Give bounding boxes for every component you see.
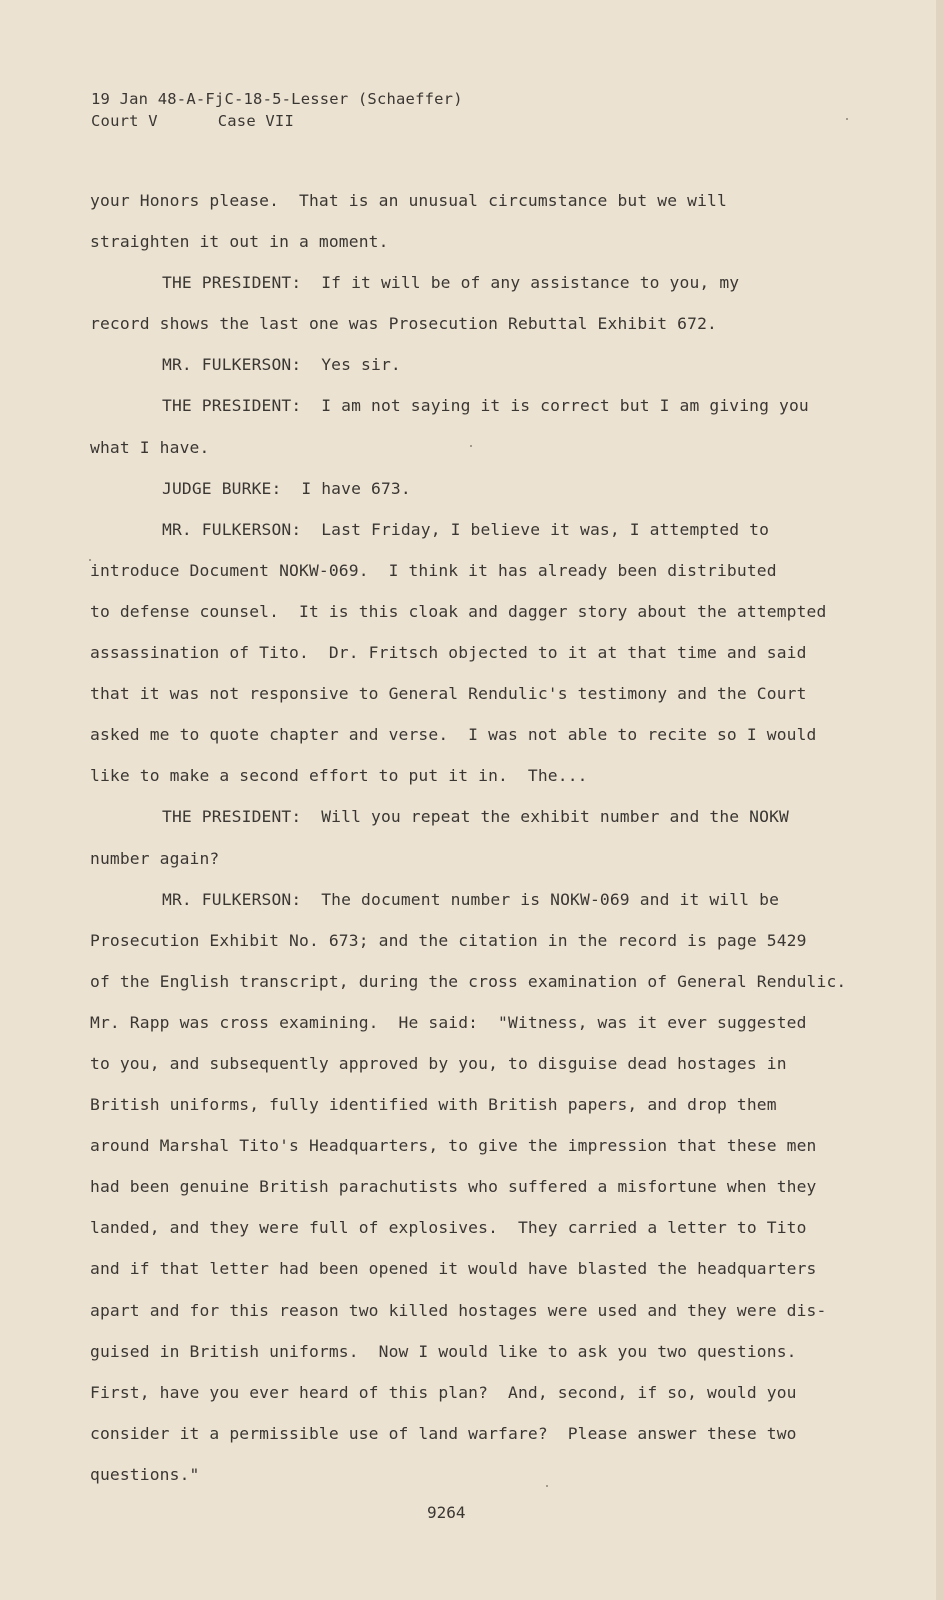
paper-speck	[846, 118, 848, 120]
transcript-line: questions."	[90, 1464, 200, 1484]
transcript-line: MR. FULKERSON: Yes sir.	[162, 355, 401, 375]
transcript-line: THE PRESIDENT: If it will be of any assistance to you, my	[162, 273, 740, 293]
transcript-line: record shows the last one was Prosecution Rebuttal Exhibit 672.	[90, 314, 717, 334]
transcript-line: and if that letter had been opened it would have blasted the headquarters	[90, 1259, 817, 1279]
header-court: Court V	[91, 112, 158, 130]
transcript-line: straighten it out in a moment.	[90, 232, 389, 252]
transcript-line: landed, and they were full of explosives. They carried a letter to Tito	[90, 1218, 807, 1238]
document-header	[91, 88, 463, 132]
transcript-line: that it was not responsive to General Rendulic's testimony and the Court	[90, 684, 807, 704]
transcript-line: Prosecution Exhibit No. 673; and the citation in the record is page 5429	[90, 930, 807, 950]
paper-speck	[89, 559, 91, 561]
transcript-line: THE PRESIDENT: Will you repeat the exhibit number and the NOKW	[162, 807, 789, 827]
transcript-line: to you, and subsequently approved by you, to disguise dead hostages in	[90, 1053, 787, 1073]
transcript-body	[90, 191, 880, 1506]
transcript-line: asked me to quote chapter and verse. I was not able to recite so I would	[90, 725, 817, 745]
page-number: 9264	[427, 1503, 466, 1522]
transcript-line: number again?	[90, 848, 220, 868]
transcript-line: had been genuine British parachutists who suffered a misfortune when they	[90, 1177, 817, 1197]
header-reference: 19 Jan 48-A-FjC-18-5-Lesser (Schaeffer)	[91, 90, 463, 108]
transcript-line: consider it a permissible use of land warfare? Please answer these two	[90, 1423, 797, 1443]
transcript-line: MR. FULKERSON: Last Friday, I believe it was, I attempted to	[162, 519, 770, 539]
transcript-line: British uniforms, fully identified with British papers, and drop them	[90, 1095, 777, 1115]
paper-speck	[470, 445, 472, 447]
transcript-line: what I have.	[90, 437, 210, 457]
transcript-line: THE PRESIDENT: I am not saying it is correct but I am giving you	[162, 396, 809, 416]
transcript-line: JUDGE BURKE: I have 673.	[162, 478, 411, 498]
transcript-line: to defense counsel. It is this cloak and dagger story about the attempted	[90, 601, 827, 621]
transcript-line: around Marshal Tito's Headquarters, to give the impression that these men	[90, 1136, 817, 1156]
transcript-line: Mr. Rapp was cross examining. He said: "Witness, was it ever suggested	[90, 1012, 807, 1032]
header-court-case	[91, 110, 463, 132]
transcript-line: apart and for this reason two killed hostages were used and they were dis-	[90, 1300, 827, 1320]
transcript-line: assassination of Tito. Dr. Fritsch objected to it at that time and said	[90, 643, 807, 663]
header-case: Case VII	[217, 112, 294, 130]
transcript-line: introduce Document NOKW-069. I think it has already been distributed	[90, 560, 777, 580]
transcript-line: First, have you ever heard of this plan? And, second, if so, would you	[90, 1382, 797, 1402]
transcript-line: guised in British uniforms. Now I would like to ask you two questions.	[90, 1341, 797, 1361]
transcript-line: like to make a second effort to put it in. The...	[90, 766, 588, 786]
transcript-line: of the English transcript, during the cross examination of General Rendulic.	[90, 971, 847, 991]
paper-speck	[546, 1485, 548, 1487]
transcript-line: MR. FULKERSON: The document number is NOKW-069 and it will be	[162, 889, 780, 909]
transcript-line: your Honors please. That is an unusual circumstance but we will	[90, 191, 727, 210]
